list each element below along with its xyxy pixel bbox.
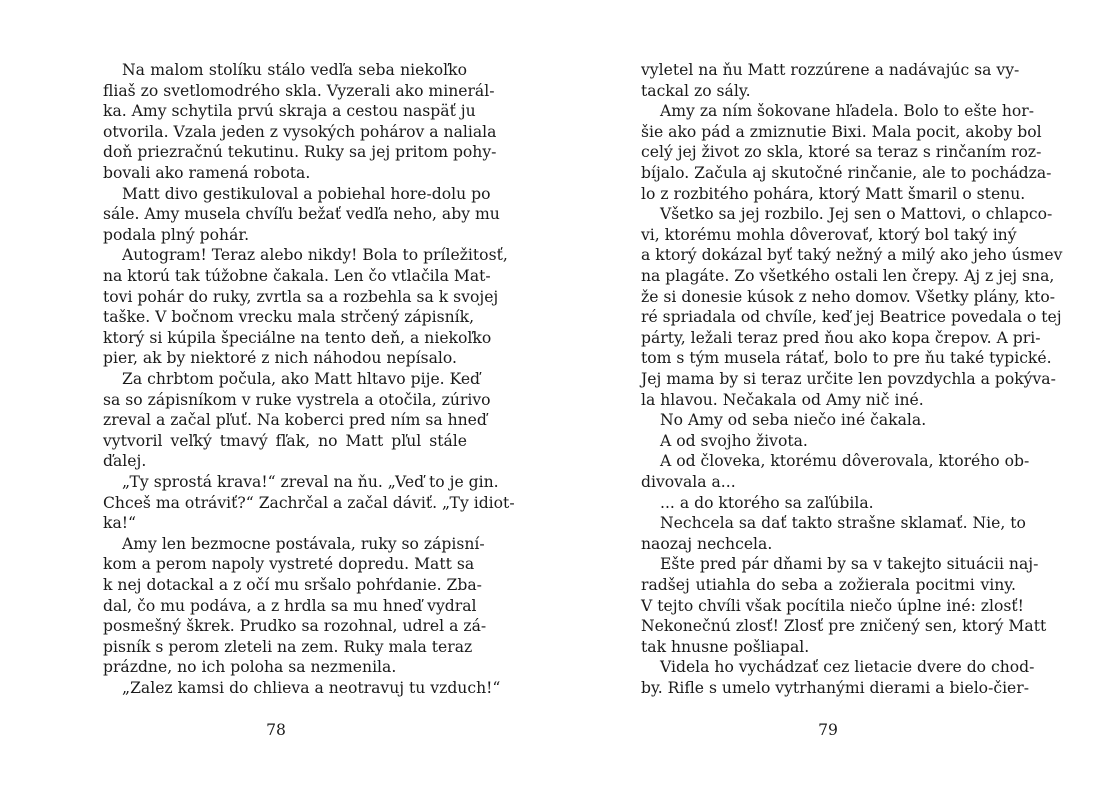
right-page [641, 60, 1063, 760]
text-line: Všetko sa jej rozbilo. Jej sen o Mattovi, o chlapco- [660, 205, 1053, 224]
text-line: vytvoril veľký tmavý fľak, no Matt pľul stále [103, 431, 467, 450]
text-line: V tejto chvíli však pocítila niečo úplne iné: zlosť! [641, 596, 1024, 615]
text-line: a ktorý dokázal byť taký nežný a milý ako jeho úsmev [641, 246, 1063, 265]
text-line: celý jej život zo skla, ktoré sa teraz s rinčaním roz- [641, 143, 1042, 162]
text-line: divovala a... [641, 473, 736, 491]
text-line: bíjalo. Začula aj skutočné rinčanie, ale to pochádza- [641, 164, 1052, 182]
text-line: „Zalez kamsi do chlieva a neotravuj tu vzduch!“ [122, 679, 501, 697]
text-line: Ešte pred pár dňami by sa v takejto situácii naj- [660, 555, 1039, 574]
text-line: vyletel na ňu Matt rozzúrene a nadávajúc sa vy- [641, 61, 1020, 79]
text-line: Videla ho vychádzať cez lietacie dvere do chod- [660, 658, 1035, 677]
text-line: lo z rozbitého pohára, ktorý Matt šmaril o stenu. [641, 184, 1026, 203]
page-number-left: 78 [266, 721, 286, 739]
text-line: Nekonečnú zlosť! Zlosť pre zničený sen, ktorý Matt [641, 617, 1047, 636]
text-line: A od svojho života. [660, 431, 808, 450]
text-line: tackal zo sály. [641, 81, 751, 100]
text-line: Nechcela sa dať takto strašne sklamať. Nie, to [660, 514, 1026, 533]
text-line: kom a perom napoly vystreté dopredu. Matt sa [103, 555, 475, 574]
text-line: že si donesie kúsok z neho domov. Všetky plány, kto- [641, 287, 1056, 306]
text-line: Jej mama by si teraz určite len povzdychla a pokýva- [641, 370, 1056, 388]
text-line: Amy len bezmocne postávala, ruky so zápisní- [122, 534, 485, 553]
text-line: na plagáte. Zo všetkého ostali len črepy. Aj z jej sna, [641, 267, 1055, 285]
text-line: posmešný škrek. Prudko sa rozohnal, udrel a zá- [103, 617, 487, 636]
text-line: Amy za ním šokovane hľadela. Bolo to ešte hor- [660, 102, 1034, 121]
text-line: Za chrbtom počula, ako Matt hltavo pije. Keď [122, 370, 481, 388]
text-line: Matt divo gestikuloval a pobiehal hore-dolu po [122, 184, 491, 203]
text-line: Na malom stolíku stálo vedľa seba niekoľko [122, 61, 467, 79]
text-line: ... a do ktorého sa zaľúbila. [660, 493, 874, 512]
text-line: la hlavou. Nečakala od Amy nič iné. [641, 390, 924, 409]
text-line: ré spriadala od chvíle, keď jej Beatrice povedala o tej [641, 308, 1062, 327]
text-line: tom s tým musela rátať, bolo to pre ňu také typické. [641, 349, 1052, 368]
text-line: sále. Amy musela chvíľu bežať vedľa neho, aby mu [103, 205, 500, 224]
text-line: otvorila. Vzala jeden z vysokých pohárov a naliala [103, 122, 497, 141]
text-line: na ktorú tak túžobne čakala. Len čo vtlačila Mat- [103, 267, 491, 285]
text-line: No Amy od seba niečo iné čakala. [660, 411, 927, 430]
text-line: Autogram! Teraz alebo nikdy! Bola to príležitosť, [122, 246, 508, 265]
text-line: ďalej. [103, 452, 147, 471]
text-line: k nej dotackal a z očí mu sršalo pohŕdanie. Zba- [103, 576, 482, 594]
text-line: ktorý si kúpila špeciálne na tento deň, a niekoľko [103, 328, 492, 347]
text-line: by. Rifle s umelo vytrhanými dierami a bielo-čier- [641, 679, 1030, 697]
text-line: Chceš ma otráviť?“ Zachrčal a začal dáviť. „Ty idiot- [103, 493, 515, 512]
text-line: zreval a začal pľuť. Na koberci pred ním sa hneď [103, 411, 487, 430]
page-number-right: 79 [818, 721, 838, 739]
text-line: A od človeka, ktorému dôverovala, ktorého ob- [660, 452, 1030, 471]
text-line: radšej utiahla do seba a zožierala pocitmi viny. [641, 576, 1016, 594]
text-line: šie ako pád a zmiznutie Bixi. Mala pocit, akoby bol [641, 122, 1042, 141]
text-line: pier, ak by niektoré z nich náhodou nepísalo. [103, 349, 457, 368]
text-line: „Ty sprostá krava!“ zreval na ňu. „Veď to je gin. [122, 473, 499, 491]
text-line: prázdne, no ich poloha sa nezmenila. [103, 658, 397, 677]
text-line: doň priezračnú tekutinu. Ruky sa jej pritom pohy- [103, 143, 497, 162]
text-line: tovi pohár do ruky, zvrtla sa a rozbehla sa k svojej [103, 287, 499, 306]
text-line: taške. V bočnom vrecku mala strčený zápisník, [103, 308, 475, 327]
text-line: ka!“ [103, 514, 136, 533]
text-line: ka. Amy schytila prvú skraja a cestou naspäť ju [103, 102, 476, 121]
text-line: tak hnusne pošliapal. [641, 637, 810, 656]
text-line: bovali ako ramená robota. [103, 164, 311, 182]
text-line: pisník s perom zleteli na zem. Ruky mala teraz [103, 637, 473, 656]
text-line: podala plný pohár. [103, 225, 250, 244]
left-page [103, 60, 515, 760]
text-line: dal, čo mu podáva, a z hrdla sa mu hneď vydral [103, 596, 477, 615]
text-line: fliaš zo svetlomodrého skla. Vyzerali ako minerál- [103, 81, 495, 100]
text-line: naozaj nechcela. [641, 534, 773, 553]
text-line: párty, ležali teraz pred ňou ako kopa črepov. A pri- [641, 328, 1041, 347]
text-line: vi, ktorému mohla dôverovať, ktorý bol taký iný [641, 225, 1017, 244]
text-line: sa so zápisníkom v ruke vystrela a otočila, zúrivo [103, 390, 491, 409]
